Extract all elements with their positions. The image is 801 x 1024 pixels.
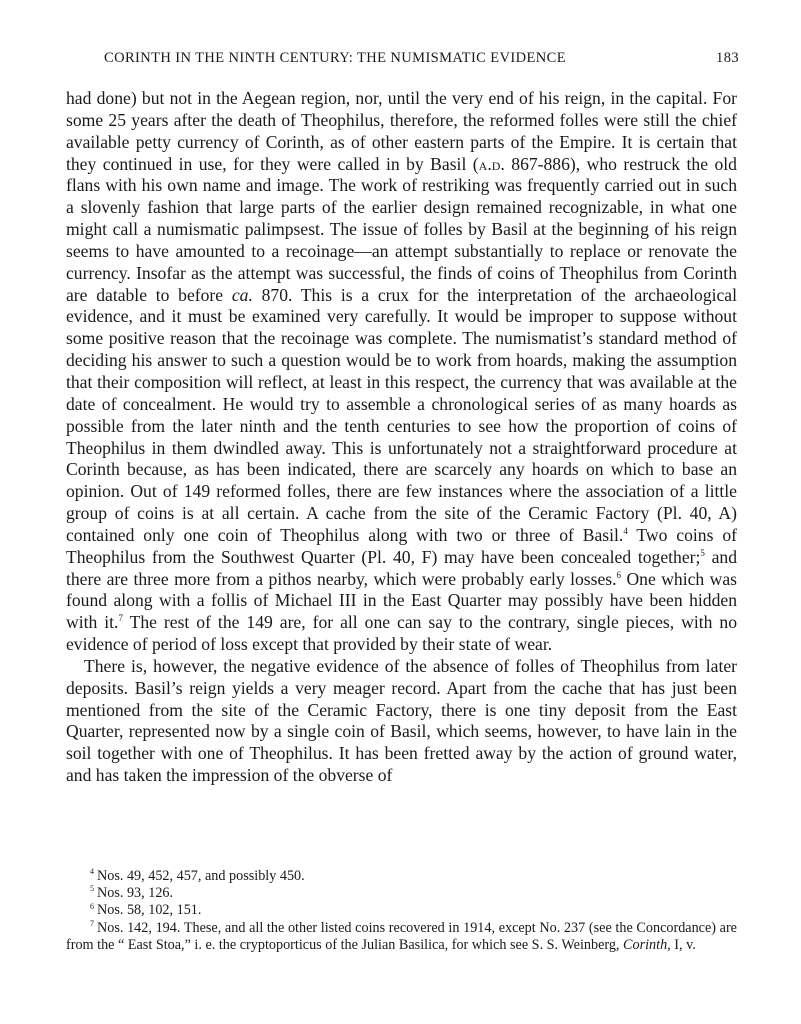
paragraph-1-text-d: Two coins of Theophilus from the Southwest Quarter (Pl. 40, F) may have been concealed together;	[66, 524, 737, 567]
footnotes	[66, 868, 737, 954]
paragraph-1	[66, 88, 737, 656]
footnote-text: Nos. 93, 126.	[97, 885, 174, 902]
paragraph-1-text-g: The rest of the 149 are, for all one can say to the contrary, single pieces, with no evidence of period of loss except that provided by their state of wear.	[66, 612, 737, 655]
footnote-ref-4[interactable]: 4	[623, 526, 628, 537]
footnote-mark: 6	[90, 901, 94, 911]
footnote-ref-5[interactable]: 5	[700, 547, 705, 558]
footnote-mark: 4	[90, 867, 94, 877]
paragraph-1-text-f: One which was found along with a follis of Michael III in the East Quarter may possibly have been hidden with it.	[66, 568, 737, 633]
footnote-ref-7[interactable]: 7	[118, 613, 123, 624]
body-text	[66, 88, 737, 787]
paragraph-1-text-a: had done) but not in the Aegean region, nor, until the very end of his reign, in the capital. For some 25 years after the death of Theophilus, therefore, the reformed folles were still the chief available petty currency of Corinth, as of other eastern parts of the Empire. It is certain that they continued in use, for they were called in by Basil (	[66, 88, 737, 174]
footnote-text: Nos. 49, 452, 457, and possibly 450.	[97, 868, 305, 884]
paragraph-1-text-b: 867-886), who restruck the old flans with his own name and image. The work of restriking was frequently carried out in such a slovenly fashion that large parts of the earlier design remained recognizable, in what one might call a numismatic palimpsest. The issue of folles by Basil at the beginning of his reign seems to have amounted to a recoinage—an attempt substantially to replace or renovate the currency. Insofar as the attempt was successful, the finds of coins of Theophilus from Corinth are datable to before	[66, 153, 737, 305]
footnote-7	[66, 920, 737, 954]
footnote-text: Nos. 142, 194. These, and all the other listed coins recovered in 1914, except No. 237 (see the Concordance) are from the “ East Stoa,” i. e. the cryptoporticus of the Julian Basilica, for which see S. S. Weinberg,	[66, 919, 737, 953]
footnote-text: Nos. 58, 102, 151.	[97, 902, 202, 919]
running-head	[104, 50, 739, 67]
paragraph-1-text-e: and there are three more from a pithos nearby, which were probably early losses.	[66, 546, 737, 589]
era-abbreviation: a.d.	[478, 153, 505, 174]
footnote-ref-6[interactable]: 6	[616, 569, 622, 580]
footnote-6	[66, 902, 737, 919]
running-title: CORINTH IN THE NINTH CENTURY: THE NUMISMATIC EVIDENCE	[104, 50, 566, 66]
paragraph-2: There is, however, the negative evidence of the absence of folles of Theophilus from later deposits. Basil’s reign yields a very meager record. Apart from the cache that has just been mentioned from the site of the Ceramic Factory, there is one tiny deposit from the East Quarter, represented now by a single coin of Basil, which seems, however, to have lain in the soil together with one of Theophilus. It has been fretted away by the action of ground water, and has taken the impression of the obverse of	[66, 655, 737, 786]
footnote-4	[66, 868, 737, 885]
footnote-mark: 7	[90, 918, 94, 928]
footnote-mark: 5	[90, 884, 94, 894]
footnote-book-title: Corinth,	[623, 936, 671, 953]
footnote-text: I, v.	[670, 936, 696, 953]
paragraph-1-text-c: 870. This is a crux for the interpretation of the archaeological evidence, and it must be examined very carefully. It would be improper to suppose without some positive reason that the recoinage was complete. The numismatist’s standard method of deciding his answer to such a question would be to work from hoards, making the assumption that their composition will reflect, at least in this respect, the currency that was available at the date of concealment. He would try to assemble a chronological series of as many hoards as possible from the later ninth and the tenth centuries to see how the proportion of coins of Theophilus in them dwindled away. This is unfortunately not a straightforward procedure at Corinth because, as has been indicated, there are scarcely any hoards on which to base an opinion. Out of 149 reformed folles, there are few instances where the association of a little group of coins is at all certain. A cache from the site of the Ceramic Factory (Pl. 40, A) contained only one coin of Theophilus along with two or three of Basil.	[66, 284, 738, 545]
footnote-5	[66, 885, 737, 902]
circa-abbreviation: ca.	[231, 284, 253, 305]
page-number: 183	[716, 50, 739, 66]
